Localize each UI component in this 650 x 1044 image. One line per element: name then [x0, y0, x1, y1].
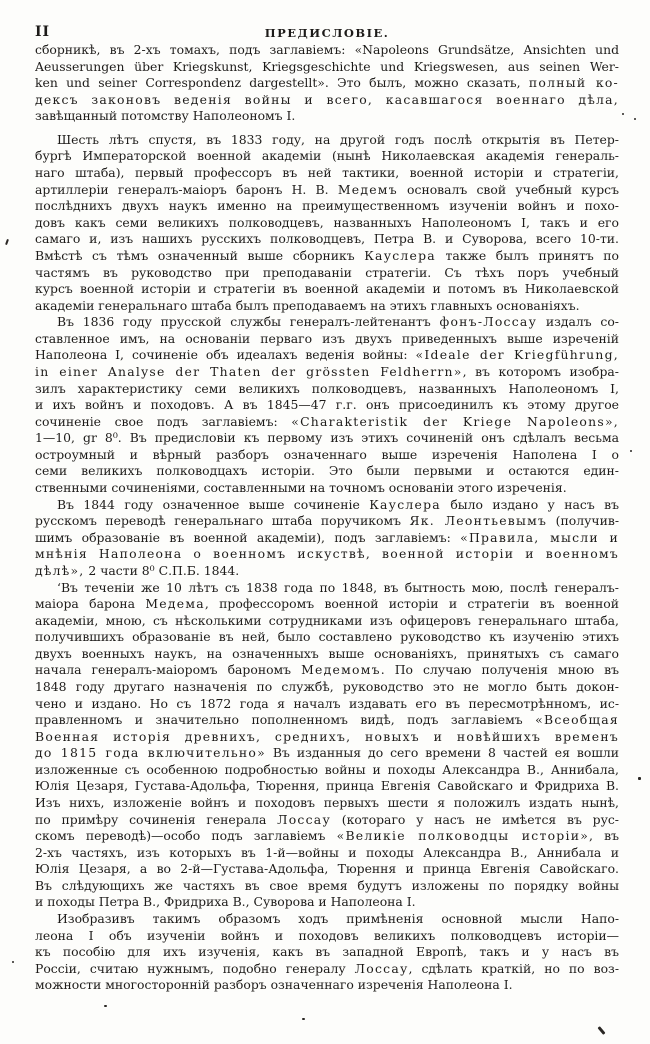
body-text: Шесть лѣтъ спустя, въ 1833 году, на другой годъ послѣ открытія въ Петер- — [57, 131, 619, 147]
body-text: академіи, мною, съ нѣсколькими сотрудниками изъ офицеровъ генеральнаго штаба, — [35, 612, 619, 628]
body-text: остроумный и вѣрный разборъ означеннаго выше изреченія Наполена I о — [35, 446, 619, 462]
text-line — [35, 92, 619, 109]
page-number: II — [35, 24, 51, 40]
emphasized-text: до 1815 года включительно» — [35, 745, 266, 761]
text-line — [35, 977, 619, 994]
text-line — [35, 215, 619, 232]
page-header — [35, 24, 619, 40]
emphasized-text: мнѣнія Наполеона о военномъ искуствѣ, военной исторіи и военномъ — [35, 546, 619, 562]
text-line — [35, 580, 619, 597]
emphasized-text: in einer Analyse der Thaten der grössten Feldherrn» — [35, 363, 463, 379]
text-line — [35, 662, 619, 679]
scan-speck — [302, 1018, 305, 1020]
body-text: артиллеріи генералъ-маіоръ баронъ Н. В. — [35, 181, 338, 197]
body-text: получившихъ образованіе въ ней, было составлено руководство къ изученію этихъ — [35, 629, 619, 645]
text-line — [35, 530, 619, 547]
emphasized-text: «Ideale der Kriegführung, — [415, 347, 619, 363]
body-text: ‘Въ теченіи же 10 лѣтъ съ 1838 года по 1848, въ бытность мою, послѣ генералъ- — [57, 579, 619, 595]
body-text: самаго и, изъ нашихъ русскихъ полководцевъ, Петра В. и Суворова, всего 10-ти. — [35, 231, 619, 247]
text-line — [35, 613, 619, 630]
body-text: къ пособію для ихъ изученія, какъ въ западной Европѣ, такъ и у насъ въ — [35, 944, 619, 960]
text-line — [35, 513, 619, 530]
body-text: бургѣ Императорской военной академіи (нынѣ Николаевская академія генераль- — [35, 148, 619, 164]
text-line — [35, 911, 619, 928]
emphasized-text: Кауслера — [364, 247, 436, 263]
body-text: Aeusserungen über Kriegskunst, Kriegsgeschichte und Kriegswesen, aus seinen Wer- — [35, 58, 619, 74]
text-line — [35, 430, 619, 447]
text-line — [35, 42, 619, 59]
scan-speck — [634, 118, 636, 120]
body-text: изложенные съ особенною подробностью войны и походы Александра В., Аннибала, — [35, 761, 619, 777]
text-line — [35, 480, 619, 497]
body-text: Въ слѣдующихъ же частяхъ въ свое время будутъ изложены по порядку войны — [35, 877, 619, 893]
body-text: шимъ образованіе въ военной академіи), подъ заглавіемъ: — [35, 529, 461, 545]
text-line — [35, 795, 619, 812]
text-line — [35, 928, 619, 945]
text-line — [35, 894, 619, 911]
scan-speck — [630, 450, 632, 452]
text-line — [35, 961, 619, 978]
text-line — [35, 778, 619, 795]
text-line — [35, 281, 619, 298]
emphasized-text: фонъ-Лоссау — [439, 314, 538, 330]
paragraph — [35, 42, 619, 125]
text-line — [35, 696, 619, 713]
text-line — [35, 132, 619, 149]
body-text: зилъ характеристику семи великихъ полководцевъ, названныхъ Наполеономъ I, — [35, 380, 619, 396]
body-text: чено и издано. Но съ 1872 года я началъ издавать его въ пересмотрѣнномъ, ис- — [35, 695, 619, 711]
text-line — [35, 148, 619, 165]
text-line — [35, 596, 619, 613]
body-text: и походы Петра В., Фридриха В., Суворова и Наполеона I. — [35, 894, 416, 910]
text-line — [35, 762, 619, 779]
page-header-title: ПРЕДИСЛОВІЕ. — [264, 26, 390, 40]
emphasized-text: Лоссау — [277, 811, 331, 827]
text-line — [35, 59, 619, 76]
text-line — [35, 497, 619, 514]
text-line — [35, 248, 619, 265]
emphasized-text: дексъ законовъ веденія войны и всего, касавшагося военнаго дѣла, — [35, 91, 619, 107]
text-line — [35, 712, 619, 729]
emphasized-text: Кауслера — [369, 496, 441, 512]
emphasized-text: Медемомъ — [301, 662, 381, 678]
text-line — [35, 463, 619, 480]
emphasized-text: «Правила, мысли и — [460, 529, 619, 545]
text-line — [35, 745, 619, 762]
body-text: (получив- — [547, 513, 619, 529]
text-line — [35, 75, 619, 92]
text-line — [35, 944, 619, 961]
body-text: , въ — [589, 828, 619, 844]
body-text: Въ 1844 году означенное выше сочиненіе — [57, 496, 370, 512]
scan-speck — [12, 961, 14, 963]
text-line — [35, 546, 619, 563]
emphasized-text: «Великіе полководцы исторіи» — [336, 828, 590, 844]
scan-speck — [638, 777, 641, 780]
text-line — [35, 878, 619, 895]
body-text: ken und seiner Correspondenz dargestellt». Это былъ, можно сказать, — [35, 75, 529, 91]
body-text: 1—10, gr 8⁰. Въ предисловіи къ первому изъ этихъ сочиненій онъ сдѣлалъ весьма — [35, 430, 619, 446]
body-text: завѣщанный потомству Наполеономъ I. — [35, 108, 296, 124]
text-line — [35, 381, 619, 398]
body-text: русскомъ переводѣ генеральнаго штаба поручикомъ — [35, 513, 410, 529]
scan-speck — [104, 1005, 107, 1007]
text-line — [35, 265, 619, 282]
body-text: также былъ принятъ по — [435, 247, 619, 263]
body-text: Юлія Цезаря, Густава-Адольфа, Тюрення, принца Евгенія Савойскаго и Фридриха В. — [35, 778, 619, 794]
text-line — [35, 828, 619, 845]
body-text: леона I объ изученіи войнъ и походовъ великихъ полководцевъ исторіи— — [35, 927, 619, 943]
body-text: Юлія Цезаря, а во 2-й—Густава-Адольфа, Тюрення и принца Евгенія Савойскаго. — [35, 861, 619, 877]
body-text: , въ которомъ изобра- — [462, 363, 619, 379]
text-line — [35, 298, 619, 315]
text-line — [35, 845, 619, 862]
text-line — [35, 629, 619, 646]
body-text: , сдѣлать краткій, но по воз- — [408, 960, 619, 976]
paragraph — [35, 132, 619, 314]
text-line — [35, 646, 619, 663]
body-text: можности многосторонній разборъ означеннаго изреченія Наполеона I. — [35, 977, 513, 993]
body-text: правленномъ и значительно пополненномъ видѣ, подъ заглавіемъ — [35, 712, 536, 728]
text-line — [35, 108, 619, 125]
body-text: и ихъ войнъ и походовъ. А въ 1845—47 г.г. онъ присоединилъ къ этому другое — [35, 397, 619, 413]
body-text: . По случаю полученія мною въ — [380, 662, 619, 678]
text-line — [35, 861, 619, 878]
emphasized-text: «Charakteristik der Kriege Napoleons», — [291, 413, 619, 429]
text-line — [35, 231, 619, 248]
body-text: (котораго у насъ не имѣется въ рус- — [330, 811, 619, 827]
paragraph — [35, 497, 619, 580]
body-text: по примѣру сочиненія генерала — [35, 811, 278, 827]
body-text: Изъ нихъ, изложеніе войнъ и походовъ первыхъ шести я положилъ издать нынѣ, — [35, 795, 619, 811]
text-line — [35, 679, 619, 696]
body-text: , профессоромъ военной исторіи и стратегіи въ военной — [204, 596, 619, 612]
text-line — [35, 414, 619, 431]
text-line — [35, 447, 619, 464]
emphasized-text: Лоссау — [354, 960, 409, 976]
emphasized-text: «Всеобщая — [535, 712, 619, 728]
text-line — [35, 397, 619, 414]
emphasized-text: Медема — [145, 596, 205, 612]
emphasized-text: Медемъ — [337, 181, 398, 197]
emphasized-text: дѣлѣ», — [35, 562, 85, 578]
paragraph — [35, 580, 619, 912]
body-text: частямъ въ руководство при преподаваніи стратегіи. Съ тѣхъ поръ учебный — [35, 264, 619, 280]
text-line — [35, 331, 619, 348]
body-text: довъ какъ семи великихъ полководцевъ, названныхъ Наполеономъ I, такъ и его — [35, 214, 619, 230]
paragraph — [35, 314, 619, 496]
body-text: наго штаба), первый профессоръ въ ней тактики, военной исторіи и стратегіи, — [35, 165, 619, 181]
text-line — [35, 729, 619, 746]
emphasized-text: полный ко- — [528, 75, 619, 91]
body-text: 2 части 8⁰ С.П.Б. 1844. — [84, 562, 240, 578]
scan-speck — [5, 239, 9, 245]
body-text: маіора барона — [35, 596, 146, 612]
body-text: 2-хъ частяхъ, изъ которыхъ въ 1-й—войны и походы Александра В., Аннибала и — [35, 844, 619, 860]
body-text: сборникѣ, въ 2-хъ томахъ, подъ заглавіемъ: «Napoleons Grundsätze, Ansichten und — [35, 42, 619, 57]
body-text: начала генералъ-маіоромъ барономъ — [35, 662, 302, 678]
body-text: курсъ военной исторіи и стратегіи въ военной академіи и потомъ въ Николаевской — [35, 281, 619, 297]
text-line — [35, 812, 619, 829]
emphasized-text: Военная исторія древнихъ, среднихъ, новыхъ и новѣйшихъ временъ — [35, 728, 619, 744]
body-text: Въ 1836 году прусской службы генералъ-лейтенантъ — [57, 314, 440, 330]
body-text: 1848 году другаго назначенія по службѣ, руководство это не могло быть докон- — [35, 678, 619, 694]
text-line — [35, 563, 619, 580]
text-line — [35, 347, 619, 364]
text-line — [35, 198, 619, 215]
text-line — [35, 165, 619, 182]
body-text: сочиненіе свое подъ заглавіемъ: — [35, 413, 292, 429]
page-text-block — [35, 42, 619, 994]
text-line — [35, 364, 619, 381]
body-text: послѣднихъ двухъ наукъ именно на преимущественномъ изученіи войнъ и похо- — [35, 198, 619, 214]
scan-speck — [622, 113, 624, 115]
body-text: семи великихъ полководцахъ исторіи. Это были первыми и остаются един- — [35, 463, 619, 479]
body-text: Наполеона I, сочиненіе объ идеалахъ веденія войны: — [35, 347, 416, 363]
paragraph — [35, 911, 619, 994]
body-text: ставленное имъ, на основаніи перваго изъ двухъ приведенныхъ выше изреченій — [35, 330, 619, 346]
emphasized-text: Як. Леонтьевымъ — [409, 513, 548, 529]
body-text: издалъ со- — [537, 314, 619, 330]
body-text: основалъ свой учебный курсъ — [397, 181, 619, 197]
body-text: академіи генеральнаго штаба былъ преподаваемъ на этихъ главныхъ основаніяхъ. — [35, 297, 580, 313]
scan-speck — [597, 1026, 605, 1035]
body-text: было издано у насъ въ — [440, 496, 619, 512]
body-text: Вмѣстѣ съ тѣмъ означенный выше сборникъ — [35, 247, 365, 263]
body-text: двухъ военныхъ наукъ, на означенныхъ выше основаніяхъ, принятыхъ съ самаго — [35, 645, 619, 661]
body-text: Въ изданныя до сего времени 8 частей ея вошли — [265, 745, 619, 761]
body-text: скомъ переводѣ)—особо подъ заглавіемъ — [35, 828, 337, 844]
body-text: Изобразивъ такимъ образомъ ходъ примѣненія основной мысли Напо- — [57, 911, 619, 927]
body-text: ственными сочиненіями, составленными на точномъ основаніи этого изреченія. — [35, 480, 567, 496]
text-line — [35, 314, 619, 331]
text-line — [35, 182, 619, 199]
body-text: Россіи, считаю нужнымъ, подобно генералу — [35, 960, 355, 976]
